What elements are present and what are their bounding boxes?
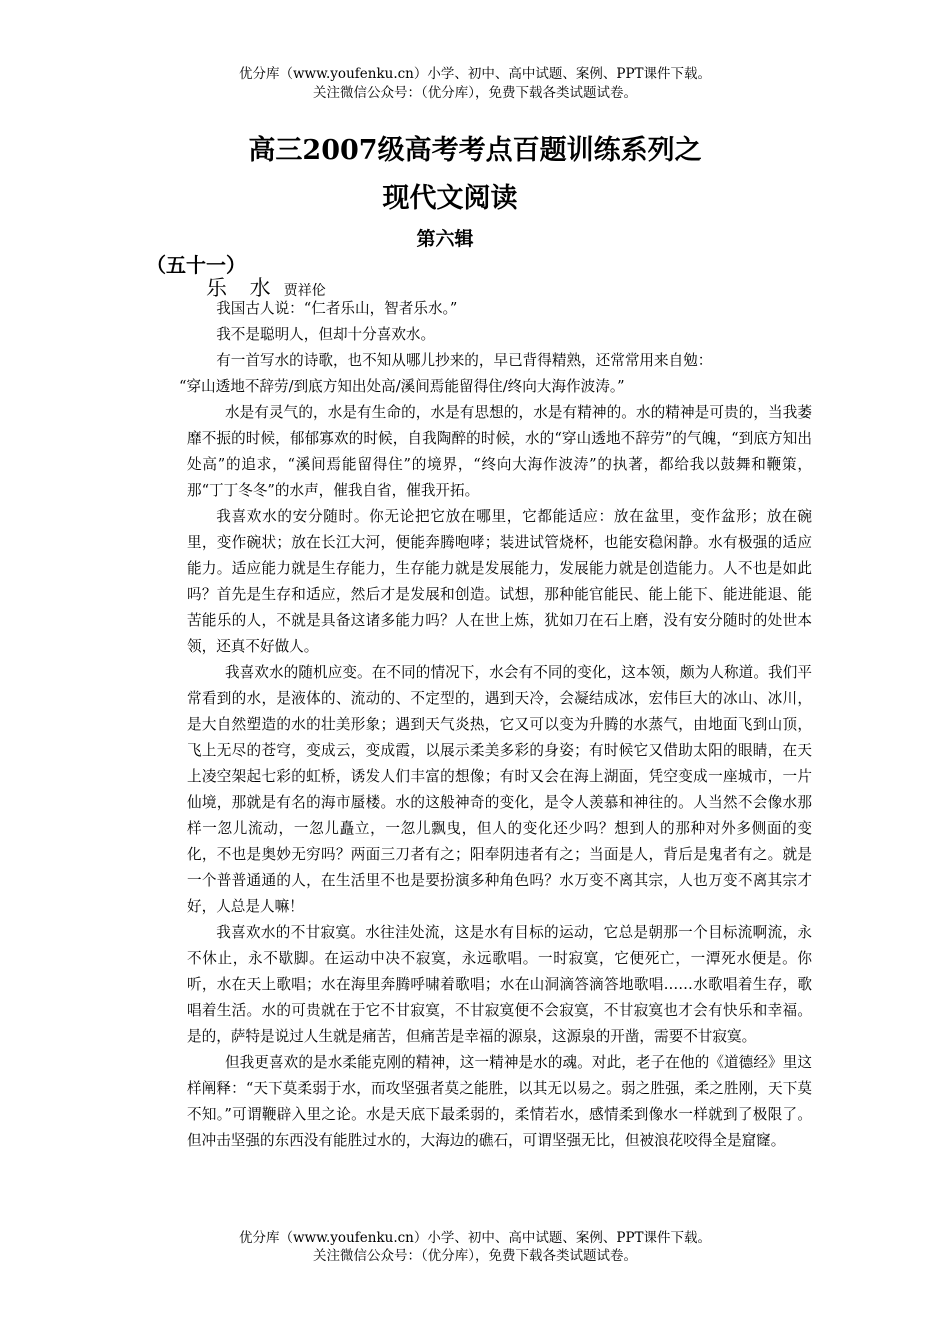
- paragraph: 我喜欢水的随机应变。在不同的情况下，水会有不同的变化，这本领，颇为人称道。我们平常看到的水，是液体的、流动的、不定型的，遇到天冷，会凝结成冰，宏伟巨大的冰山、冰川，是大自然塑造的水的壮美形象；遇到天气炎热，它又可以变为升腾的水蒸气，由地面飞到山顶，飞上无尽的苍穹，变成云，变成霞，以展示柔美多彩的身姿；有时候它又借助太阳的眼睛，在天上凌空架起七彩的虹桥，诱发人们丰富的想像；有时又会在海上湖面，凭空变成一座城市，一片仙境，那就是有名的海市蜃楼。水的这般神奇的变化，是令人羡慕和神往的。人当然不会像水那样一忽儿流动，一忽儿矗立，一忽儿飘曳，但人的变化还少吗？想到人的那种对外多侧面的变化，不也是奥妙无穷吗？两面三刀者有之；阳奉阴违者有之；当面是人，背后是鬼者有之。就是一个普普通通的人，在生活里不也是要扮演多种角色吗？水万变不离其宗，人也万变不离其宗才好，人总是人嘛！: [187, 664, 812, 915]
- document-title: 高三2007级高考考点百题训练系列之: [248, 135, 702, 166]
- article-author: 贾祥伦: [283, 283, 326, 299]
- paragraph: 但我更喜欢的是水柔能克刚的精神，这一精神是水的魂。对此，老子在他的《道德经》里这样阐释：“天下莫柔弱于水，而攻坚强者莫之能胜，以其无以易之。弱之胜强，柔之胜刚，天下莫不知。”可谓鞭辟入里之论。水是天底下最柔弱的，柔情若水，感情柔到像水一样就到了极限了。但冲击坚强的东西没有能胜过水的，大海边的礁石，可谓坚强无比，但被浪花咬得全是窟窿。: [187, 1054, 812, 1149]
- section-number: （五十一）: [146, 253, 246, 277]
- header-line-2: 关注微信公众号：（优分库），免费下载各类试题试卷。: [313, 85, 637, 101]
- footer-line-2: 关注微信公众号：（优分库），免费下载各类试题试卷。: [313, 1248, 637, 1264]
- article-body: [179, 296, 812, 1154]
- document-subtitle: 现代文阅读: [382, 183, 518, 214]
- edition-label: 第六辑: [416, 228, 474, 250]
- paragraph: 我喜欢水的安分随时。你无论把它放在哪里，它都能适应：放在盆里，变作盆形；放在碗里，变作碗状；放在长江大河，便能奔腾咆哮；装进试管烧杯，也能安稳闲静。水有极强的适应能力。适应能力就是生存能力，生存能力就是发展能力，发展能力就是创造能力。人不也是如此吗？首先是生存和适应，然后才是发展和创造。试想，那种能官能民、能上能下、能进能退、能苦能乐的人，不就是具备这诸多能力吗？人在世上炼，犹如刀在石上磨，没有安分随时的处世本领，还真不好做人。: [187, 508, 812, 655]
- paragraph: 我喜欢水的不甘寂寞。水往洼处流，这是水有目标的运动，它总是朝那一个目标流啊流，永不休止，永不歇脚。在运动中决不寂寞，永远歌唱。一时寂寞，它便死亡，一潭死水便是。你听，水在天上歌唱；水在海里奔腾呼啸着歌唱；水在山洞滴答滴答地歌唱……水歌唱着生存，歌唱着生活。水的可贵就在于它不甘寂寞，不甘寂寞便不会寂寞，不甘寂寞也才会有快乐和幸福。是的，萨特是说过人生就是痛苦，但痛苦是幸福的源泉，这源泉的开凿，需要不甘寂寞。: [187, 924, 812, 1045]
- paragraph: 水是有灵气的，水是有生命的，水是有思想的，水是有精神的。水的精神是可贵的，当我萎靡不振的时候，郁郁寡欢的时候，自我陶醉的时候，水的“穿山透地不辞劳”的气魄，“到底方知出处高”的追求，“溪间焉能留得住”的境界，“终向大海作波涛”的执著，都给我以鼓舞和鞭策，那“丁丁冬冬”的水声，催我自省，催我开拓。: [187, 404, 812, 499]
- paragraph: 有一首写水的诗歌，也不知从哪儿抄来的，早已背得精熟，还常常用来自勉：: [216, 352, 713, 369]
- paragraph: 我国古人说：“仁者乐山，智者乐水。”: [216, 300, 458, 317]
- poem-line: “穿山透地不辞劳/到底方知出处高/溪间焉能留得住/终向大海作波涛。”: [179, 378, 625, 395]
- footer-line-1: 优分库（www.youfenku.cn）小学、初中、高中试题、案例、PPT课件下载。: [238, 1230, 712, 1246]
- header-line-1: 优分库（www.youfenku.cn）小学、初中、高中试题、案例、PPT课件下载。: [238, 66, 712, 82]
- paragraph: 我不是聪明人，但却十分喜欢水。: [216, 326, 436, 343]
- article-title: 乐 水: [206, 276, 279, 300]
